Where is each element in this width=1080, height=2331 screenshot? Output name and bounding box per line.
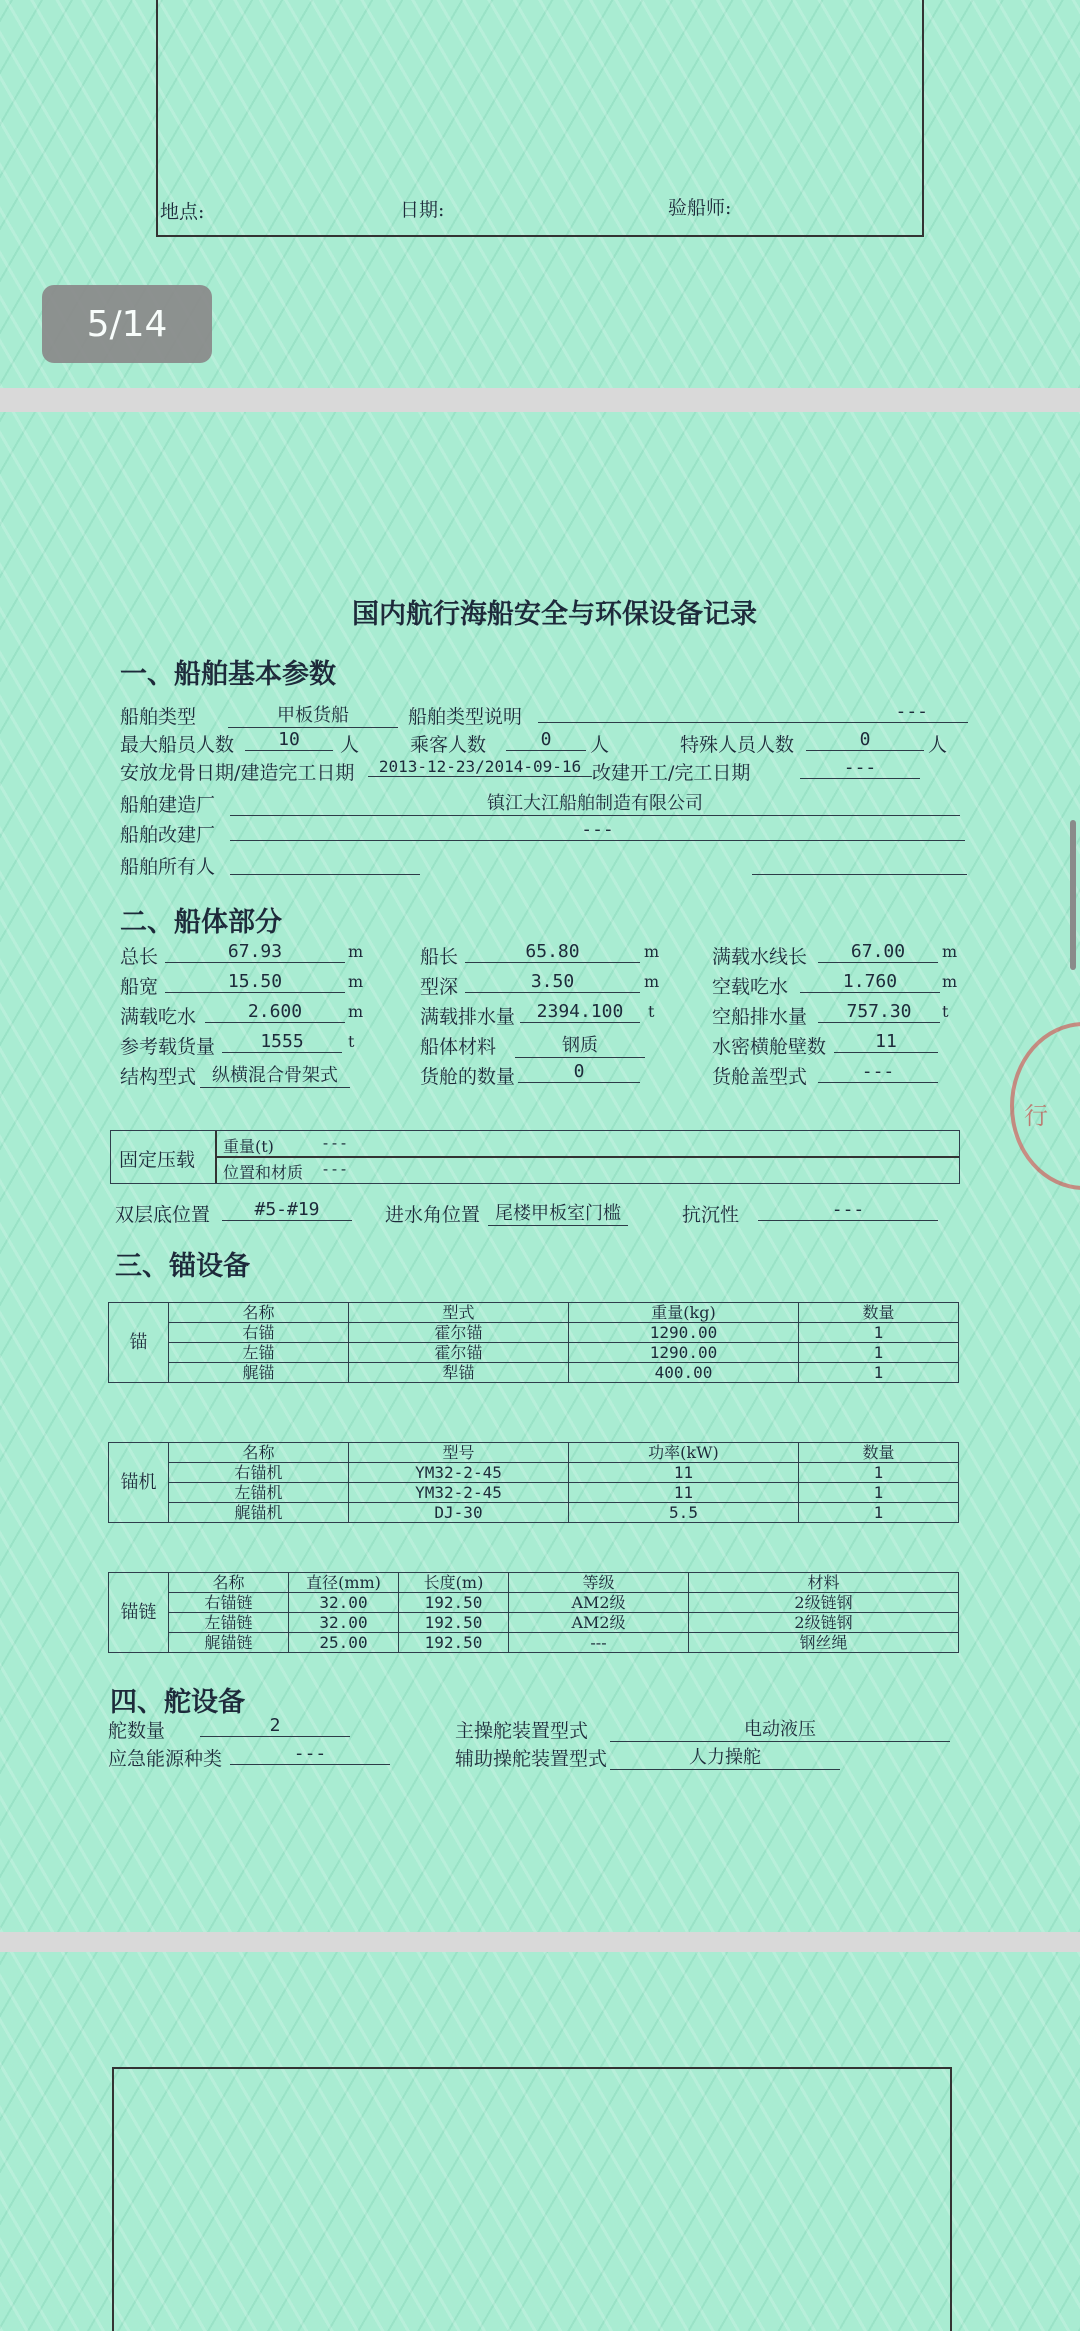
table-cell: 艉锚链 xyxy=(169,1633,289,1653)
converter-label: 船舶改建厂 xyxy=(120,824,216,846)
chains-side-label: 锚链 xyxy=(109,1573,169,1653)
table-cell: YM32-2-45 xyxy=(349,1483,569,1503)
table-cell: 25.00 xyxy=(289,1633,399,1653)
table-header: 数量 xyxy=(799,1303,959,1323)
table-cell: 左锚机 xyxy=(169,1483,349,1503)
lbp-unit: m xyxy=(644,942,660,961)
table-cell: 艉锚 xyxy=(169,1363,349,1383)
frame-line-bottom xyxy=(156,235,924,237)
hatch-value: --- xyxy=(818,1061,938,1083)
table-cell: 霍尔锚 xyxy=(349,1343,569,1363)
table-cell: 2级链钢 xyxy=(689,1613,959,1633)
holds-label: 货舱的数量 xyxy=(420,1066,516,1088)
ship-type-value: 甲板货船 xyxy=(228,701,398,728)
table-cell: 艉锚机 xyxy=(169,1503,349,1523)
table-header: 型式 xyxy=(349,1303,569,1323)
ballast-position-label: 位置和材质 xyxy=(223,1163,304,1182)
table-row xyxy=(109,1363,959,1383)
light-draft-label: 空载吃水 xyxy=(712,976,789,998)
bulkheads-label: 水密横舱壁数 xyxy=(712,1036,827,1058)
table-cell: 1 xyxy=(799,1363,959,1383)
dwt-label: 参考载货量 xyxy=(120,1036,216,1058)
hatch-label: 货舱盖型式 xyxy=(712,1066,808,1088)
table-cell: 32.00 xyxy=(289,1613,399,1633)
table-header: 重量(kg) xyxy=(569,1303,799,1323)
table-row xyxy=(109,1593,959,1613)
chains-table xyxy=(108,1572,959,1653)
anchors-side-label: 锚 xyxy=(109,1303,169,1383)
table-cell: 左锚链 xyxy=(169,1613,289,1633)
table-header: 数量 xyxy=(799,1443,959,1463)
table-cell: YM32-2-45 xyxy=(349,1463,569,1483)
table-cell: 5.5 xyxy=(569,1503,799,1523)
lwl-label: 满载水线长 xyxy=(712,946,808,968)
table-row xyxy=(109,1323,959,1343)
flood-angle-label: 进水角位置 xyxy=(385,1204,481,1226)
table-header: 材料 xyxy=(689,1573,959,1593)
ballast-weight-label: 重量(t) xyxy=(223,1137,274,1156)
aux-steering-label: 辅助操舵装置型式 xyxy=(455,1748,608,1770)
table-cell: 右锚机 xyxy=(169,1463,349,1483)
depth-value: 3.50 xyxy=(465,971,640,993)
table-cell: 钢丝绳 xyxy=(689,1633,959,1653)
loa-value: 67.93 xyxy=(165,941,345,963)
rudders-label: 舵数量 xyxy=(108,1720,166,1742)
anchors-table xyxy=(108,1302,959,1383)
conversion-date-label: 改建开工/完工日期 xyxy=(592,762,751,784)
table-row xyxy=(109,1613,959,1633)
table-cell: DJ-30 xyxy=(349,1503,569,1523)
frame-line-top xyxy=(112,2067,952,2069)
table-cell: 11 xyxy=(569,1463,799,1483)
table-cell: 霍尔锚 xyxy=(349,1323,569,1343)
ship-type-desc-value: --- xyxy=(538,701,968,723)
full-draft-unit: m xyxy=(348,1002,364,1021)
sinking-label: 抗沉性 xyxy=(682,1204,740,1226)
main-steering-value: 电动液压 xyxy=(610,1715,950,1742)
emergency-power-label: 应急能源种类 xyxy=(108,1748,223,1770)
table-cell: 2级链钢 xyxy=(689,1593,959,1613)
special-value: 0 xyxy=(806,729,924,751)
breadth-value: 15.50 xyxy=(165,971,345,993)
table-cell: 192.50 xyxy=(399,1593,509,1613)
date-label: 日期: xyxy=(400,199,445,221)
seal-text: 行 xyxy=(1024,1102,1048,1130)
depth-label: 型深 xyxy=(420,976,459,998)
table-cell: 192.50 xyxy=(399,1633,509,1653)
keel-date-label: 安放龙骨日期/建造完工日期 xyxy=(120,762,355,784)
full-disp-unit: t xyxy=(648,1002,655,1021)
ballast-weight-value: --- xyxy=(321,1134,349,1152)
dwt-unit: t xyxy=(348,1032,355,1051)
lwl-value: 67.00 xyxy=(818,941,938,963)
double-bottom-label: 双层底位置 xyxy=(115,1204,211,1226)
document-title: 国内航行海船安全与环保设备记录 xyxy=(352,599,757,630)
table-cell: 1 xyxy=(799,1463,959,1483)
frame-line-left xyxy=(156,0,158,235)
ballast-position-value: --- xyxy=(321,1160,349,1178)
table-cell: 1 xyxy=(799,1323,959,1343)
aux-steering-value: 人力操舵 xyxy=(610,1743,840,1770)
table-header: 名称 xyxy=(169,1443,349,1463)
ballast-row-divider xyxy=(215,1156,959,1158)
owner-value-line xyxy=(230,852,420,875)
full-draft-value: 2.600 xyxy=(205,1001,345,1023)
scrollbar-thumb[interactable] xyxy=(1070,820,1076,970)
page-indicator: 5/14 xyxy=(42,285,212,363)
lbp-label: 船长 xyxy=(420,946,459,968)
special-label: 特殊人员人数 xyxy=(680,734,795,756)
breadth-label: 船宽 xyxy=(120,976,159,998)
table-row xyxy=(109,1503,959,1523)
table-row xyxy=(109,1343,959,1363)
passengers-label: 乘客人数 xyxy=(410,734,487,756)
frame-line-right xyxy=(922,0,924,235)
frame-line-right xyxy=(950,2067,952,2331)
table-cell: 1290.00 xyxy=(569,1323,799,1343)
section-4-heading: 四、舵设备 xyxy=(110,1687,245,1718)
structure-value: 纵横混合骨架式 xyxy=(200,1061,350,1088)
table-header: 名称 xyxy=(169,1573,289,1593)
fixed-ballast-label: 固定压载 xyxy=(119,1149,196,1171)
passengers-unit: 人 xyxy=(590,734,610,756)
surveyor-label: 验船师: xyxy=(668,197,732,219)
breadth-unit: m xyxy=(348,972,364,991)
light-draft-unit: m xyxy=(942,972,958,991)
converter-value: --- xyxy=(230,819,965,841)
table-row xyxy=(109,1483,959,1503)
double-bottom-value: #5-#19 xyxy=(222,1199,352,1221)
conversion-date-value: --- xyxy=(800,757,920,779)
table-cell: 左锚 xyxy=(169,1343,349,1363)
official-seal xyxy=(1010,1022,1080,1190)
full-disp-label: 满载排水量 xyxy=(420,1006,516,1028)
windlass-side-label: 锚机 xyxy=(109,1443,169,1523)
table-header: 直径(mm) xyxy=(289,1573,399,1593)
table-cell: 1290.00 xyxy=(569,1343,799,1363)
builder-value: 镇江大江船舶制造有限公司 xyxy=(230,789,960,816)
material-value: 钢质 xyxy=(515,1031,645,1058)
table-cell: 1 xyxy=(799,1343,959,1363)
material-label: 船体材料 xyxy=(420,1036,497,1058)
table-header: 长度(m) xyxy=(399,1573,509,1593)
keel-date-value: 2013-12-23/2014-09-16 xyxy=(368,757,592,777)
table-cell: 犁锚 xyxy=(349,1363,569,1383)
structure-label: 结构型式 xyxy=(120,1066,197,1088)
holds-value: 0 xyxy=(518,1061,640,1083)
light-disp-value: 757.30 xyxy=(818,1001,940,1023)
table-cell: 32.00 xyxy=(289,1593,399,1613)
lbp-value: 65.80 xyxy=(465,941,640,963)
table-header: 等级 xyxy=(509,1573,689,1593)
lwl-unit: m xyxy=(942,942,958,961)
loa-unit: m xyxy=(348,942,364,961)
max-crew-value: 10 xyxy=(245,729,333,751)
main-steering-label: 主操舵装置型式 xyxy=(455,1720,589,1742)
emergency-power-value: --- xyxy=(230,1743,390,1765)
table-cell: 右锚 xyxy=(169,1323,349,1343)
table-row xyxy=(109,1463,959,1483)
table-header: 名称 xyxy=(169,1303,349,1323)
owner-value-line-right xyxy=(752,852,967,875)
table-header: 型号 xyxy=(349,1443,569,1463)
fixed-ballast-box xyxy=(110,1130,960,1184)
section-3-heading: 三、锚设备 xyxy=(115,1251,250,1282)
ship-type-label: 船舶类型 xyxy=(120,706,197,728)
full-draft-label: 满载吃水 xyxy=(120,1006,197,1028)
light-disp-unit: t xyxy=(942,1002,949,1021)
special-unit: 人 xyxy=(928,734,948,756)
table-cell: 192.50 xyxy=(399,1613,509,1633)
table-cell: 右锚链 xyxy=(169,1593,289,1613)
builder-label: 船舶建造厂 xyxy=(120,794,216,816)
full-disp-value: 2394.100 xyxy=(520,1001,640,1023)
location-label: 地点: xyxy=(160,201,205,223)
table-cell: 11 xyxy=(569,1483,799,1503)
page-separator xyxy=(0,388,1080,412)
ship-type-desc-label: 船舶类型说明 xyxy=(408,706,523,728)
max-crew-label: 最大船员人数 xyxy=(120,734,235,756)
table-cell: 1 xyxy=(799,1503,959,1523)
bulkheads-value: 11 xyxy=(834,1031,938,1053)
next-page xyxy=(0,1952,1080,2331)
passengers-value: 0 xyxy=(506,729,586,751)
table-cell: AM2级 xyxy=(509,1613,689,1633)
dwt-value: 1555 xyxy=(222,1031,342,1053)
windlass-table xyxy=(108,1442,959,1523)
flood-angle-value: 尾楼甲板室门槛 xyxy=(488,1199,628,1226)
table-cell: --- xyxy=(509,1633,689,1653)
depth-unit: m xyxy=(644,972,660,991)
table-row xyxy=(109,1633,959,1653)
main-page xyxy=(0,412,1080,1932)
section-1-heading: 一、船舶基本参数 xyxy=(120,659,336,690)
page-separator xyxy=(0,1932,1080,1952)
max-crew-unit: 人 xyxy=(340,734,360,756)
rudders-value: 2 xyxy=(200,1715,350,1737)
loa-label: 总长 xyxy=(120,946,159,968)
table-cell: 400.00 xyxy=(569,1363,799,1383)
section-2-heading: 二、船体部分 xyxy=(120,907,282,938)
table-cell: AM2级 xyxy=(509,1593,689,1613)
table-cell: 1 xyxy=(799,1483,959,1503)
light-draft-value: 1.760 xyxy=(800,971,940,993)
owner-label: 船舶所有人 xyxy=(120,856,216,878)
frame-line-left xyxy=(112,2067,114,2331)
sinking-value: --- xyxy=(758,1199,938,1221)
light-disp-label: 空船排水量 xyxy=(712,1006,808,1028)
table-header: 功率(kW) xyxy=(569,1443,799,1463)
